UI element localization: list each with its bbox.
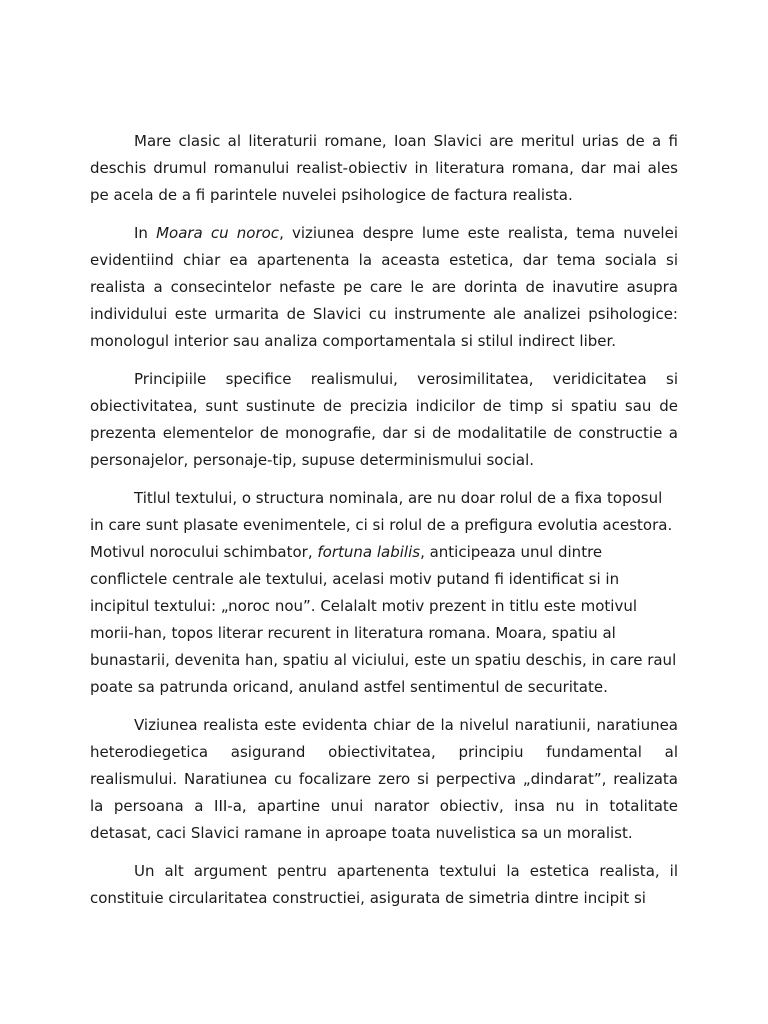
paragraph-text: , viziunea despre lume este realista, tema nuvelei evidentiind chiar ea apartenenta la aceasta estetica, dar tema sociala si realista a consecintelor nefaste pe care le are dorinta de inavutire asupra individului este urmarita de Slavici cu instrumente ale analizei psihologice: monologul interior sau analiza comportamentala si stilul indirect liber. — [90, 224, 678, 350]
paragraph-text: Titlul textului, o structura nominala, are nu doar rolul de a fixa toposul in care sunt plasate evenimentele, ci si rolul de a prefigura evolutia acestora. Motivul norocului schimbator, — [90, 489, 673, 561]
italic-title-text: fortuna labilis — [317, 543, 421, 561]
paragraph-text: Mare clasic al literaturii romane, Ioan Slavici are meritul urias de a fi deschis drumul romanului realist-obiectiv in literatura romana, dar mai ales pe acela de a fi parintele nuvelei psihologice de factura realista. — [90, 132, 678, 204]
paragraph-1 — [90, 128, 678, 209]
paragraph-text: Un alt argument pentru apartenenta textului la estetica realista, il constituie circularitatea constructiei, asigurata de simetria dintre incipit si — [90, 862, 678, 907]
paragraph-text: In — [134, 224, 157, 242]
paragraph-6 — [90, 858, 678, 912]
paragraph-4 — [90, 485, 678, 701]
paragraph-2 — [90, 220, 678, 355]
italic-title-text: Moara cu noroc — [156, 224, 280, 242]
paragraph-text: Viziunea realista este evidenta chiar de la nivelul naratiunii, naratiunea heterodiegetica asigurand obiectivitatea, principiu fundamental al realismului. Naratiunea cu focalizare zero si perpectiva „dindarat”, realizata la persoana a III-a, apartine unui narator obiectiv, insa nu in totalitate detasat, caci Slavici ramane in aproape toata nuvelistica sa un moralist. — [90, 716, 678, 842]
paragraph-text: , anticipeaza unul dintre conflictele centrale ale textului, acelasi motiv putand fi identificat si in incipitul textului: „noroc nou”. Celalalt motiv prezent in titlu este motivul morii-han, topos literar recurent in literatura romana. Moara, spatiu al bunastarii, devenita han, spatiu al viciului, este un spatiu deschis, in care raul poate sa patrunda oricand, anuland astfel sentimentul de securitate. — [90, 543, 677, 696]
paragraph-5 — [90, 712, 678, 847]
document-body — [90, 128, 678, 923]
paragraph-3 — [90, 366, 678, 474]
paragraph-text: Principiile specifice realismului, verosimilitatea, veridicitatea si obiectivitatea, sunt sustinute de precizia indicilor de timp si spatiu sau de prezenta elementelor de monografie, dar si de modalitatile de constructie a personajelor, personaje-tip, supuse determinismului social. — [90, 370, 678, 469]
